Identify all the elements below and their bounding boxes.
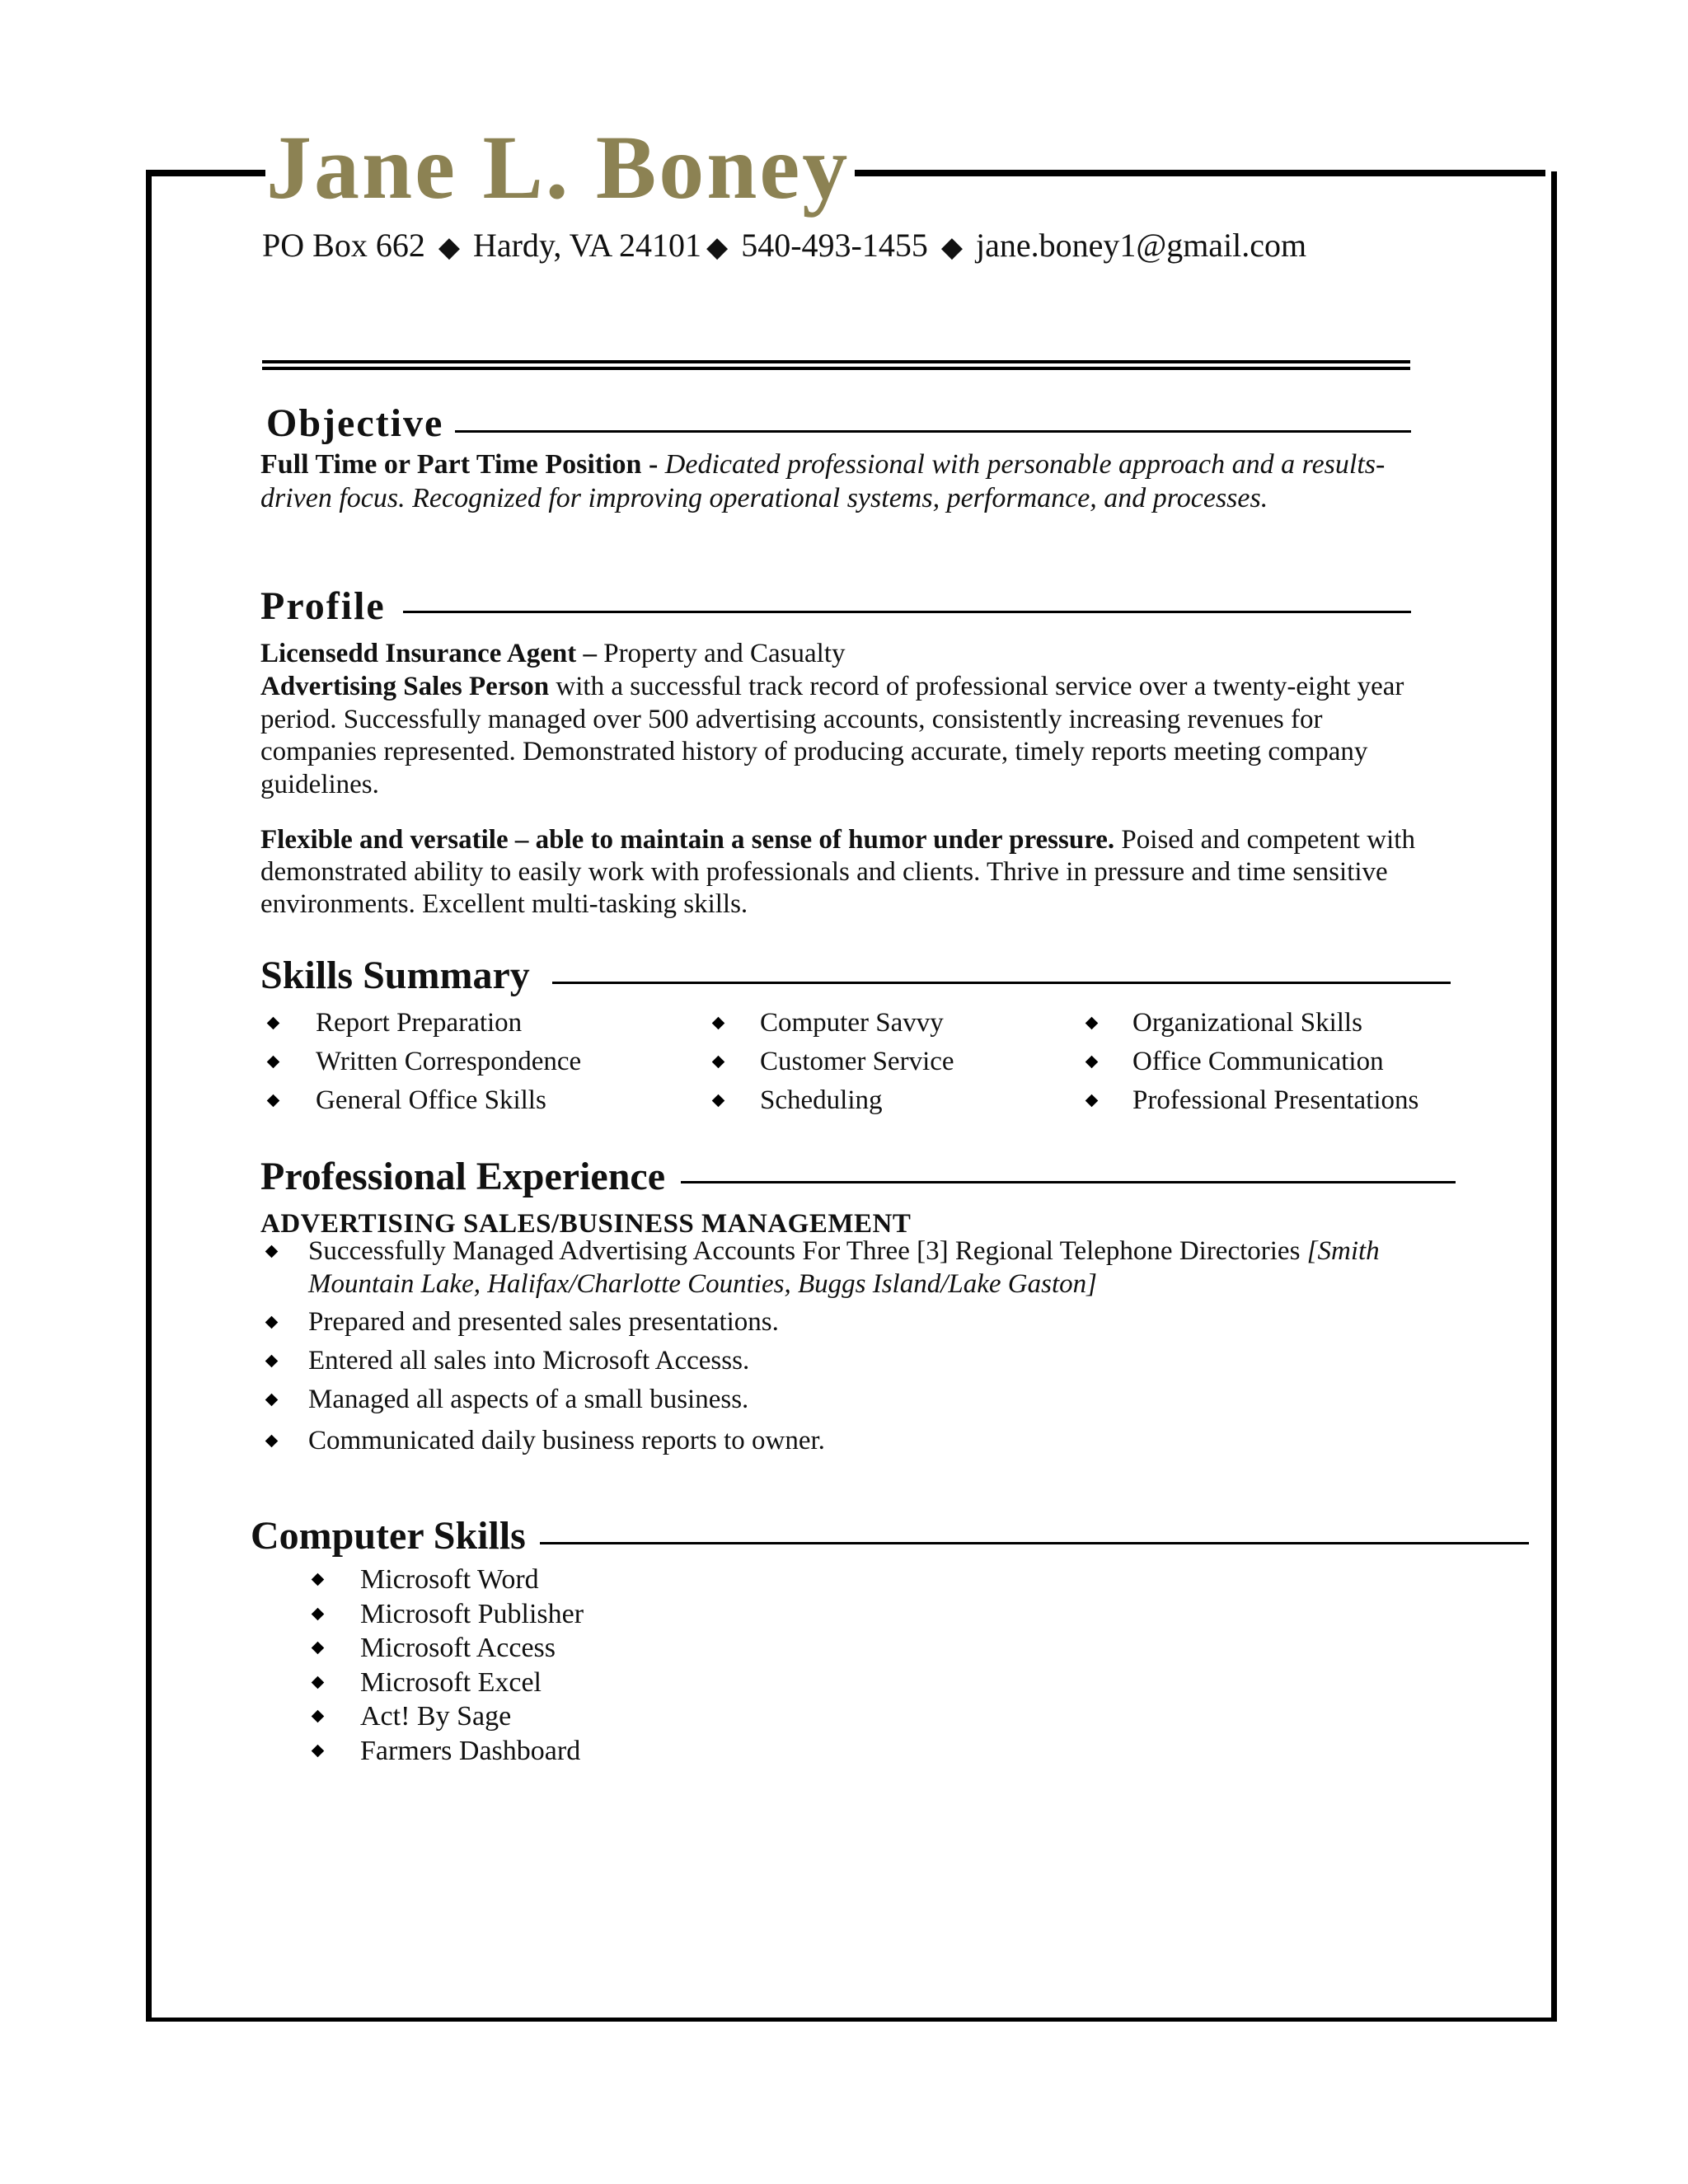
list-item: Written Correspondence [269, 1043, 581, 1081]
list-item: Microsoft Excel [313, 1666, 584, 1700]
header-double-rule [262, 360, 1410, 370]
experience-heading: Professional Experience [260, 1155, 666, 1198]
profile-sales-title: Advertising Sales Person [260, 672, 550, 701]
diamond-bullet-icon [1085, 1094, 1099, 1108]
objective-lead: Full Time or Part Time Position - [260, 449, 659, 480]
diamond-bullet-icon [265, 1316, 279, 1329]
contact-address: PO Box 662 [262, 227, 425, 264]
skills-summary-heading: Skills Summary [260, 954, 530, 997]
diamond-bullet-icon [712, 1017, 725, 1030]
diamond-bullet-icon [312, 1710, 325, 1723]
contact-line [262, 229, 1306, 262]
computer-skills-list [313, 1563, 584, 1768]
skills-column-1 [269, 1004, 581, 1120]
experience-rule [681, 1181, 1456, 1183]
list-item: Prepared and presented sales presentations. [260, 1305, 1431, 1338]
profile-line-insurance [260, 638, 1431, 670]
list-item: Office Communication [1087, 1043, 1418, 1081]
objective-body: Dedicated professional with personable approach and a results-driven focus. Recognized for improving operational systems, performance, and processes. [260, 449, 1386, 513]
list-item: Communicated daily business reports to owner. [260, 1424, 1431, 1457]
list-item: Act! By Sage [313, 1699, 584, 1734]
frame-top-rule-right [855, 170, 1545, 176]
list-item: Report Preparation [269, 1004, 581, 1043]
diamond-bullet-icon [312, 1675, 325, 1689]
list-item: Successfully Managed Advertising Accounts For Three [3] Regional Telephone Directories [Smith Mountain Lake, Halifax/Charlotte Counties, Buggs Island/Lake Gaston] [260, 1235, 1431, 1301]
list-item: Microsoft Publisher [313, 1597, 584, 1632]
diamond-bullet-icon [265, 1355, 279, 1368]
profile-paragraph-sales [260, 671, 1424, 801]
diamond-bullet-icon [1085, 1056, 1099, 1069]
contact-email[interactable]: jane.boney1@gmail.com [975, 227, 1307, 264]
profile-insurance-title: Licensedd Insurance Agent – [260, 639, 597, 668]
profile-insurance-detail: Property and Casualty [603, 639, 846, 668]
profile-rule [403, 611, 1411, 613]
objective-text [260, 448, 1431, 515]
objective-rule [455, 430, 1411, 433]
list-item: Microsoft Access [313, 1631, 584, 1666]
diamond-bullet-icon [712, 1094, 725, 1108]
diamond-bullet-icon [312, 1642, 325, 1655]
diamond-separator-icon: ◆ [940, 232, 963, 263]
contact-city: Hardy, VA 24101 [472, 227, 702, 264]
diamond-bullet-icon [712, 1056, 725, 1069]
list-item: Scheduling [714, 1081, 954, 1120]
list-item: Farmers Dashboard [313, 1734, 584, 1769]
diamond-bullet-icon [312, 1744, 325, 1757]
diamond-bullet-icon [265, 1435, 279, 1448]
skills-column-3 [1087, 1004, 1418, 1120]
skills-summary-rule [552, 982, 1451, 984]
objective-heading: Objective [266, 401, 444, 445]
diamond-bullet-icon [267, 1094, 280, 1108]
list-item: Managed all aspects of a small business. [260, 1383, 1431, 1416]
computer-skills-rule [540, 1542, 1529, 1544]
profile-heading: Profile [260, 584, 386, 628]
contact-phone: 540-493-1455 [741, 227, 928, 264]
profile-paragraph-flexible [260, 824, 1431, 921]
list-item: Entered all sales into Microsoft Accesss. [260, 1344, 1431, 1377]
list-item: General Office Skills [269, 1081, 581, 1120]
diamond-bullet-icon [267, 1056, 280, 1069]
frame-top-rule-left [146, 170, 265, 176]
list-item: Customer Service [714, 1043, 954, 1081]
diamond-bullet-icon [265, 1245, 279, 1258]
list-item: Organizational Skills [1087, 1004, 1418, 1043]
diamond-separator-icon: ◆ [438, 232, 460, 263]
profile-sales-text: with a successful track record of professional service over a twenty-eight year period. Successfully managed over 500 advertising accounts, consistently increasing revenues for companies represented. Demonstrated history of producing accurate, timely reports meeting company guidelines. [260, 672, 1404, 799]
list-item: Microsoft Word [313, 1563, 584, 1597]
diamond-bullet-icon [267, 1017, 280, 1030]
diamond-bullet-icon [312, 1573, 325, 1586]
profile-flexible-title: Flexible and versatile – able to maintain a sense of humor under pressure. [260, 825, 1115, 855]
diamond-bullet-icon [265, 1394, 279, 1407]
diamond-bullet-icon [1085, 1017, 1099, 1030]
resume-name: Jane L. Boney [266, 117, 851, 218]
computer-skills-heading: Computer Skills [251, 1514, 526, 1558]
diamond-bullet-icon [312, 1607, 325, 1620]
profile-flexible-text: Poised and competent with demonstrated ability to easily work with professionals and clients. Thrive in pressure and time sensitive environments. Excellent multi-tasking skills. [260, 825, 1415, 919]
list-item: Computer Savvy [714, 1004, 954, 1043]
list-item: Professional Presentations [1087, 1081, 1418, 1120]
experience-item-locations: [Smith Mountain Lake, Halifax/Charlotte Counties, Buggs Island/Lake Gaston] [308, 1236, 1380, 1299]
skills-column-2 [714, 1004, 954, 1120]
experience-list [260, 1235, 1431, 1457]
experience-subheading: ADVERTISING SALES/BUSINESS MANAGEMENT [260, 1209, 912, 1239]
diamond-separator-icon: ◆ [706, 232, 729, 263]
